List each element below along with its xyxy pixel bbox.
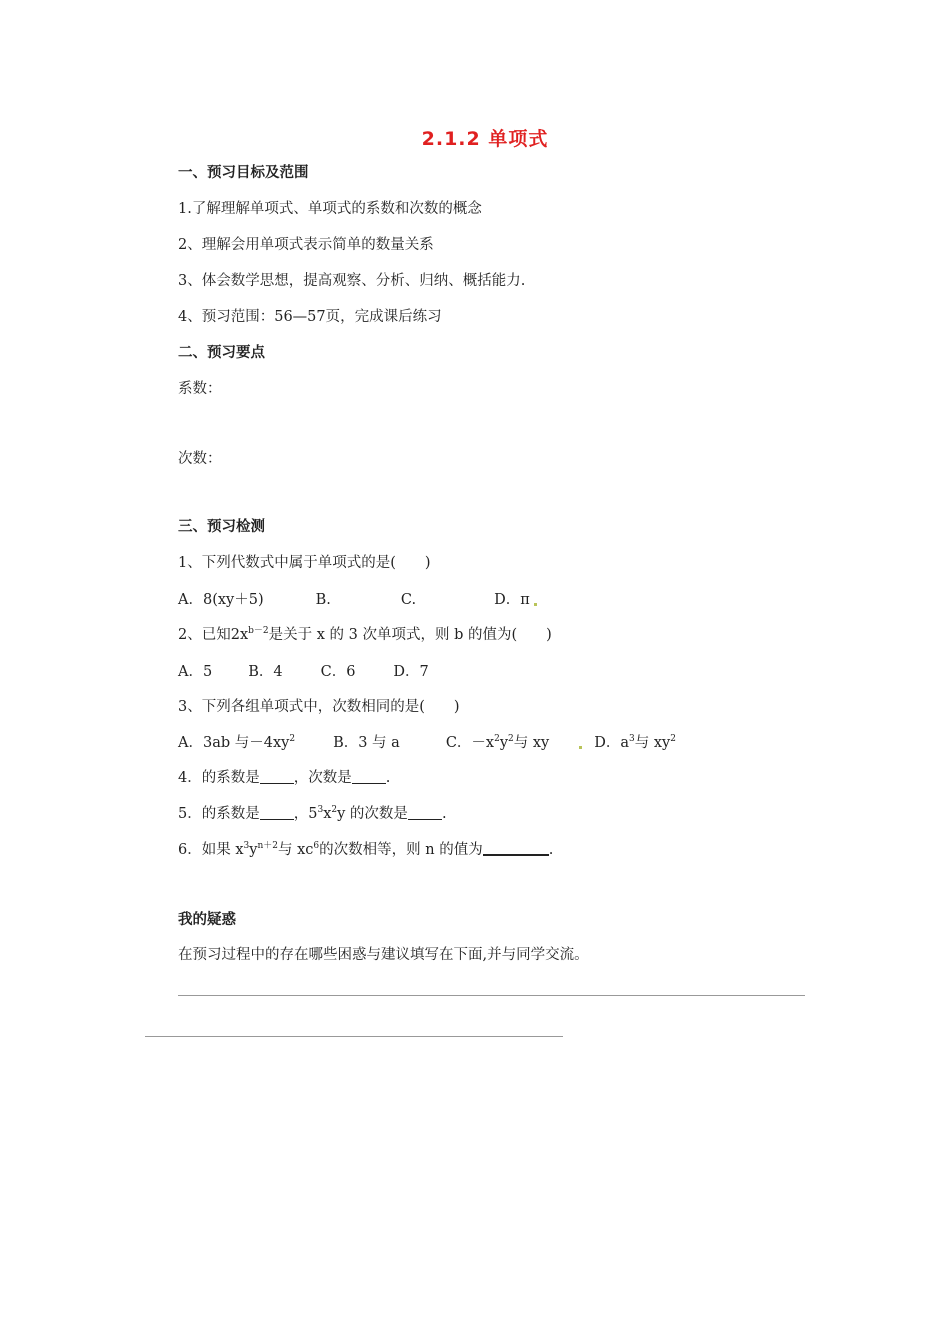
answer-blank[interactable] [408, 819, 442, 820]
section1-heading: 一、预习目标及范围 [178, 165, 309, 181]
option-d: D．$a^3$与 $xy^2$ [594, 734, 676, 751]
answer-blank[interactable] [352, 783, 386, 784]
goal-item-3: 3、体会数学思想，提高观察、分析、归纳、概括能力. [178, 273, 526, 289]
marker-dot [579, 746, 582, 749]
q2-post: 是关于 x 的 3 次单项式，则 b 的值为( ) [268, 627, 552, 643]
option-b: B．4 [248, 664, 283, 680]
question-3-options [178, 733, 676, 753]
option-c: C．6 [320, 664, 356, 680]
section3-heading: 三、预习检测 [178, 519, 265, 535]
question-4: 4．的系数是 ，次数是 . [178, 770, 391, 786]
option-d: D．7 [393, 664, 429, 680]
answer-blank[interactable] [260, 783, 294, 784]
option-a: A．8(xy＋5) [178, 592, 264, 608]
question-6: 6．如果 $x^3y^{n+2}$与 $xc^6$的次数相等，则 n 的值为 . [178, 841, 554, 858]
page-title: 2.1.2 单项式 [421, 128, 549, 150]
option-a: A．5 [178, 664, 213, 680]
question-5: 5．的系数是 ，$5^3x^2y$ 的次数是 . [178, 805, 447, 822]
answer-blank[interactable] [260, 819, 294, 820]
q2-pre: 2、已知2x [178, 627, 249, 643]
option-b: B. [315, 592, 331, 608]
option-c: C．$-x^2y^2$与 xy [445, 734, 550, 751]
coefficient-label: 系数： [178, 381, 222, 397]
writing-line-2[interactable] [145, 1036, 563, 1037]
goal-item-2: 2、理解会用单项式表示简单的数量关系 [178, 237, 434, 253]
section2-heading: 二、预习要点 [178, 345, 265, 361]
question-3: 3、下列各组单项式中，次数相同的是( ) [178, 699, 460, 715]
question-2 [178, 625, 552, 645]
marker-dot [534, 603, 537, 606]
goal-item-1: 1.了解理解单项式、单项式的系数和次数的概念 [178, 201, 482, 217]
writing-line-1[interactable] [178, 995, 805, 996]
question-2-options [178, 662, 429, 682]
option-a: A．3ab 与$-4xy^2$ [178, 734, 296, 751]
doubts-instruction: 在预习过程中的存在哪些困惑与建议填写在下面,并与同学交流。 [178, 947, 589, 963]
answer-blank[interactable] [483, 854, 549, 856]
q2-exponent: b－2 [248, 626, 269, 636]
question-1: 1、下列代数式中属于单项式的是( ) [178, 555, 431, 571]
option-b: B．3 与 a [333, 735, 400, 751]
doubts-heading: 我的疑惑 [178, 912, 236, 928]
option-c: C. [400, 592, 417, 608]
option-d: D．π [494, 592, 530, 608]
question-1-options [178, 590, 537, 610]
degree-label: 次数： [178, 451, 222, 467]
goal-item-4: 4、预习范围：56—57页，完成课后练习 [178, 309, 442, 325]
